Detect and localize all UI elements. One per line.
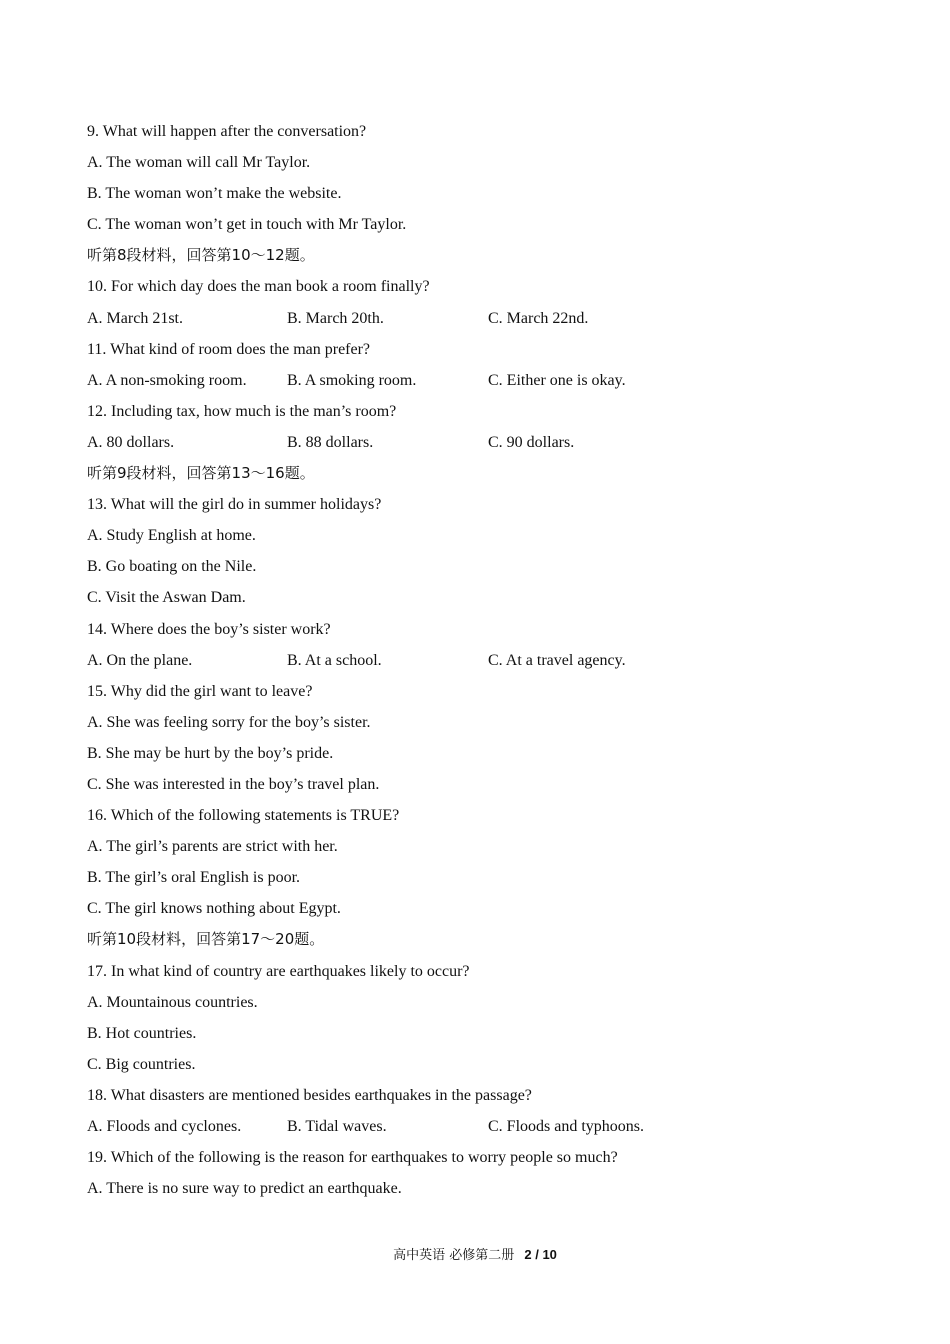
- answer-option: A. There is no sure way to predict an earthquake.: [87, 1180, 402, 1198]
- option-b: B. March 20th.: [287, 309, 384, 327]
- option-b: B. A smoking room.: [287, 371, 417, 389]
- option-b: B. Tidal waves.: [287, 1118, 387, 1135]
- option-c: C. Floods and typhoons.: [488, 1118, 645, 1135]
- option-a: A. March 21st.: [87, 309, 183, 327]
- option-c: C. At a travel agency.: [488, 651, 626, 669]
- page-content: [87, 116, 887, 1204]
- options-row: [87, 303, 887, 334]
- option-c: C. 90 dollars.: [488, 433, 575, 451]
- option-a: A. Floods and cyclones.: [87, 1118, 242, 1135]
- answer-option: C. The woman won’t get in touch with Mr Taylor.: [87, 216, 407, 234]
- footer-title: 高中英语 必修第二册: [393, 1248, 515, 1263]
- answer-option: C. The girl knows nothing about Egypt.: [87, 900, 341, 918]
- question: 15. Why did the girl want to leave?: [87, 682, 313, 700]
- page-footer: [0, 1244, 950, 1263]
- question: 11. What kind of room does the man prefer?: [87, 340, 371, 358]
- question: 14. Where does the boy’s sister work?: [87, 620, 331, 638]
- question: 17. In what kind of country are earthquakes likely to occur?: [87, 962, 470, 980]
- answer-option: B. Hot countries.: [87, 1024, 197, 1042]
- answer-option: C. Visit the Aswan Dam.: [87, 589, 246, 607]
- answer-option: A. Study English at home.: [87, 527, 256, 545]
- section-instruction: 听第8段材料，回答第10～12题。: [87, 246, 315, 265]
- options-row: [87, 365, 887, 396]
- options-row: [87, 645, 887, 676]
- section-instruction: 听第9段材料，回答第13～16题。: [87, 464, 315, 483]
- options-row: [87, 427, 887, 458]
- question: 18. What disasters are mentioned besides earthquakes in the passage?: [87, 1086, 532, 1104]
- answer-option: A. She was feeling sorry for the boy’s sister.: [87, 713, 371, 731]
- question: 19. Which of the following is the reason for earthquakes to worry people so much?: [87, 1149, 618, 1167]
- answer-option: B. Go boating on the Nile.: [87, 558, 257, 576]
- answer-option: C. She was interested in the boy’s travel plan.: [87, 775, 380, 793]
- question: 13. What will the girl do in summer holidays?: [87, 496, 382, 514]
- answer-option: A. The girl’s parents are strict with her.: [87, 838, 338, 856]
- answer-option: B. She may be hurt by the boy’s pride.: [87, 744, 334, 762]
- option-b: B. 88 dollars.: [287, 433, 374, 451]
- option-b: B. At a school.: [287, 651, 382, 669]
- answer-option: B. The woman won’t make the website.: [87, 185, 342, 203]
- answer-option: A. The woman will call Mr Taylor.: [87, 154, 311, 172]
- question: 12. Including tax, how much is the man’s room?: [87, 402, 397, 420]
- question: 9. What will happen after the conversation?: [87, 123, 367, 140]
- section-instruction: 听第10段材料，回答第17～20题。: [87, 930, 325, 949]
- option-a: A. A non-smoking room.: [87, 371, 247, 389]
- answer-option: B. The girl’s oral English is poor.: [87, 869, 301, 887]
- question: 16. Which of the following statements is TRUE?: [87, 807, 400, 825]
- option-c: C. Either one is okay.: [488, 371, 626, 389]
- options-row: [87, 1111, 887, 1142]
- question: 10. For which day does the man book a room finally?: [87, 278, 430, 296]
- option-a: A. 80 dollars.: [87, 433, 175, 451]
- page-number: 2 / 10: [524, 1247, 557, 1262]
- answer-option: A. Mountainous countries.: [87, 993, 258, 1011]
- option-a: A. On the plane.: [87, 651, 193, 669]
- option-c: C. March 22nd.: [488, 309, 589, 327]
- answer-option: C. Big countries.: [87, 1055, 196, 1073]
